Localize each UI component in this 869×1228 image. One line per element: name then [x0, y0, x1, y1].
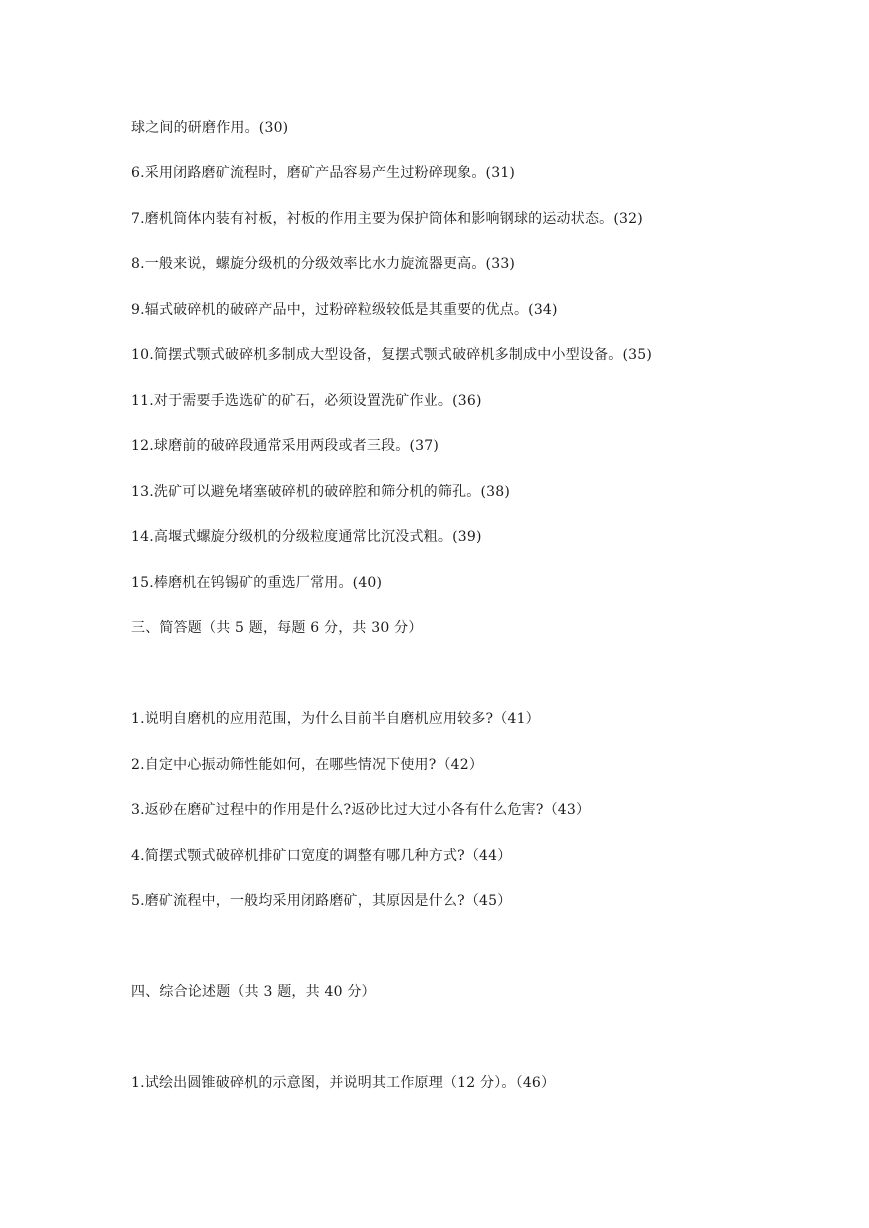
true-false-item-10: 10.简摆式颚式破碎机多制成大型设备，复摆式颚式破碎机多制成中小型设备。(35)	[131, 347, 653, 363]
true-false-item-14: 14.高堰式螺旋分级机的分级粒度通常比沉没式粗。(39)	[131, 529, 482, 545]
section-heading-short-answer: 三、简答题（共 5 题，每题 6 分，共 30 分）	[131, 620, 423, 636]
q5-continuation: 球之间的研磨作用。(30)	[131, 120, 289, 136]
true-false-item-15: 15.棒磨机在钨锡矿的重选厂常用。(40)	[131, 575, 383, 591]
true-false-item-7: 7.磨机筒体内装有衬板，衬板的作用主要为保护筒体和影响钢球的运动状态。(32)	[131, 211, 643, 227]
short-answer-item-4: 4.简摆式颚式破碎机排矿口宽度的调整有哪几种方式?（44）	[131, 848, 512, 864]
true-false-item-11: 11.对于需要手选选矿的矿石，必须设置洗矿作业。(36)	[131, 393, 482, 409]
true-false-item-9: 9.辐式破碎机的破碎产品中，过粉碎粒级较低是其重要的优点。(34)	[131, 302, 558, 318]
true-false-item-8: 8.一般来说，螺旋分级机的分级效率比水力旋流器更高。(33)	[131, 256, 516, 272]
short-answer-item-1: 1.说明自磨机的应用范围，为什么目前半自磨机应用较多?（41）	[131, 711, 540, 727]
true-false-item-13: 13.洗矿可以避免堵塞破碎机的破碎腔和筛分机的筛孔。(38)	[131, 484, 511, 500]
true-false-item-6: 6.采用闭路磨矿流程时，磨矿产品容易产生过粉碎现象。(31)	[131, 165, 516, 181]
section-heading-essay: 四、综合论述题（共 3 题，共 40 分）	[131, 984, 376, 1000]
essay-item-1: 1.试绘出圆锥破碎机的示意图，并说明其工作原理（12 分）。（46）	[131, 1075, 556, 1091]
short-answer-item-5: 5.磨矿流程中，一般均采用闭路磨矿，其原因是什么?（45）	[131, 893, 512, 909]
true-false-item-12: 12.球磨前的破碎段通常采用两段或者三段。(37)	[131, 438, 440, 454]
short-answer-item-3: 3.返砂在磨矿过程中的作用是什么?返砂比过大过小各有什么危害?（43）	[131, 802, 591, 818]
short-answer-item-2: 2.自定中心振动筛性能如何，在哪些情况下使用?（42）	[131, 757, 484, 773]
